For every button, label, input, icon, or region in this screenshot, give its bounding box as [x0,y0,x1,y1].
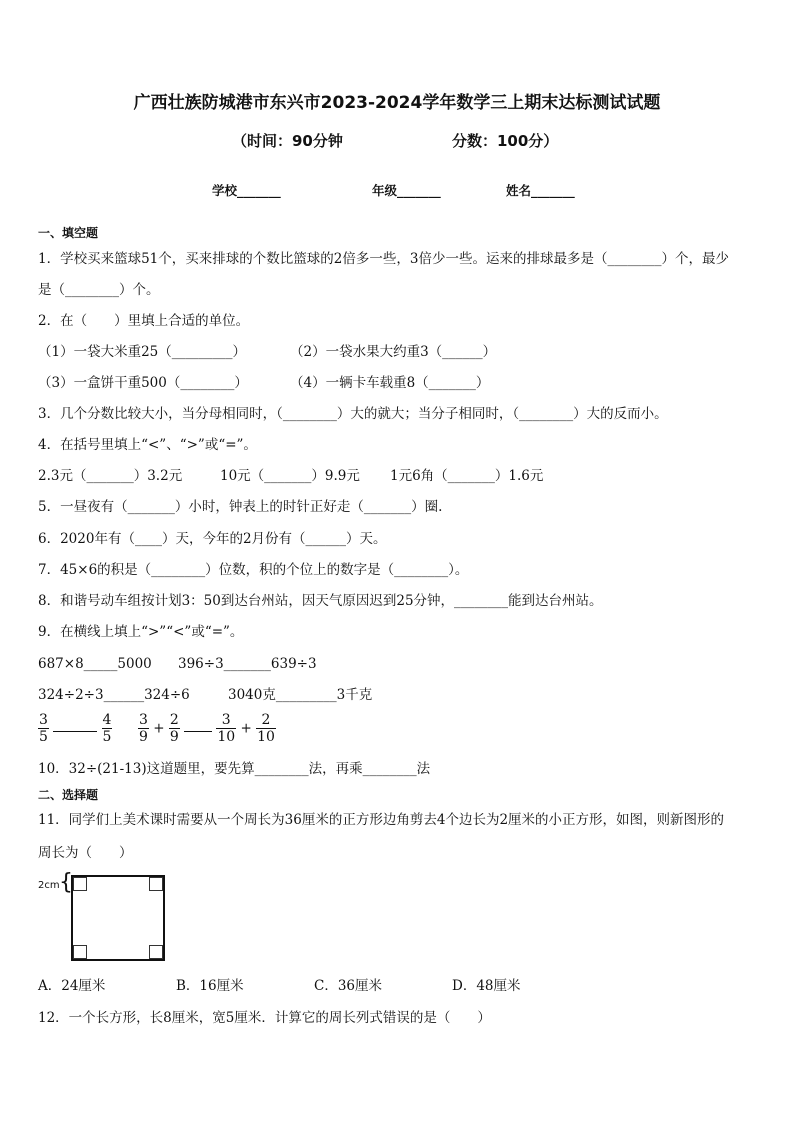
denominator: 5 [39,729,48,745]
school-field: 学校_______ [212,183,281,198]
exam-score: 分数：100分） [452,132,559,150]
plus-sign: + [153,720,165,737]
cut-corner [149,945,163,959]
fraction [38,712,49,745]
question-9-fraction-row-2 [138,712,276,745]
question-2-part-2: （2）一袋水果大约重3（______） [290,344,497,360]
denominator: 9 [139,729,148,745]
question-11-line-2: 周长为（ ） [38,845,133,861]
square-figure [71,875,165,961]
question-2: 2．在（ ）里填上合适的单位。 [38,313,250,329]
name-field: 姓名_______ [506,183,575,198]
question-3: 3．几个分数比较大小，当分母相同时，（________）大的就大；当分子相同时，（________）大的反而小。 [38,406,668,422]
brace-icon: { [59,870,73,895]
question-6: 6．2020年有（____）天，今年的2月份有（______）天。 [38,531,387,547]
denominator: 5 [102,729,112,745]
question-9-part-2: 396÷3_______639÷3 [178,656,317,672]
question-1-line-2: 是（________）个。 [38,282,160,298]
question-8: 8．和谐号动车组按计划3：50到达台州站，因天气原因迟到25分钟，________能到达台州站。 [38,593,603,609]
question-1-line-1: 1．学校买来篮球51个，买来排球的个数比篮球的2倍多一些，3倍少一些。运来的排球最多是（________）个，最少 [38,251,729,267]
numerator: 2 [256,712,276,729]
answer-blank[interactable] [184,717,212,732]
answer-blank[interactable] [53,717,97,732]
question-2-part-1: （1）一袋大米重25（_________） [38,344,247,360]
fraction [169,712,180,745]
question-4-part-3: 1元6角（_______）1.6元 [390,468,544,484]
numerator: 3 [139,712,148,728]
exam-time: （时间：90分钟 [232,132,343,150]
question-7: 7．45×6的积是（________）位数，积的个位上的数字是（________）。 [38,562,469,578]
question-4-part-1: 2.3元（_______）3.2元 [38,468,183,484]
numerator: 4 [102,712,112,728]
question-9-fraction-row-1 [38,712,112,745]
fraction [138,712,149,745]
numerator: 3 [39,712,48,728]
question-9: 9．在横线上填上“>”“<”或“=”。 [38,624,244,640]
fraction [102,712,113,745]
question-2-part-4: （4）一辆卡车载重8（_______） [290,375,490,391]
question-11-option-a[interactable]: A．24厘米 [38,978,106,994]
section-heading-fill-blank: 一、填空题 [38,226,99,240]
question-9-part-4: 3040克_________3千克 [228,687,373,703]
grade-field: 年级_______ [372,183,441,198]
question-11-option-c[interactable]: C．36厘米 [314,978,383,994]
figure-side-label: 2cm [38,880,60,891]
numerator: 3 [216,712,236,729]
question-11-line-1: 11．同学们上美术课时需要从一个周长为36厘米的正方形边角剪去4个边长为2厘米的小正方形，如图，则新图形的 [38,812,725,828]
section-heading-multiple-choice: 二、选择题 [38,788,99,802]
numerator: 2 [169,712,179,728]
question-9-part-1: 687×8_____5000 [38,656,152,672]
denominator: 10 [257,729,275,745]
cut-corner [73,945,87,959]
question-11-option-d[interactable]: D．48厘米 [452,978,521,994]
question-9-part-3: 324÷2÷3______324÷6 [38,687,190,703]
plus-sign: + [240,720,252,737]
cut-corner [149,877,163,891]
question-11-option-b[interactable]: B．16厘米 [176,978,244,994]
denominator: 9 [169,729,179,745]
fraction [256,712,276,745]
cut-corner [73,877,87,891]
question-2-part-3: （3）一盒饼干重500（________） [38,375,248,391]
question-12: 12．一个长方形，长8厘米，宽5厘米．计算它的周长列式错误的是（ ） [38,1010,491,1026]
question-10: 10．32÷(21-13)这道题里，要先算________法，再乘________法 [38,761,431,777]
page-title: 广西壮族防城港市东兴市2023-2024学年数学三上期末达标测试试题 [133,93,661,113]
question-4-part-2: 10元（_______）9.9元 [220,468,360,484]
denominator: 10 [217,729,236,745]
question-4: 4．在括号里填上“<”、“>”或“=”。 [38,437,257,453]
fraction [216,712,236,745]
question-5: 5．一昼夜有（_______）小时，钟表上的时针正好走（_______）圈. [38,499,443,515]
